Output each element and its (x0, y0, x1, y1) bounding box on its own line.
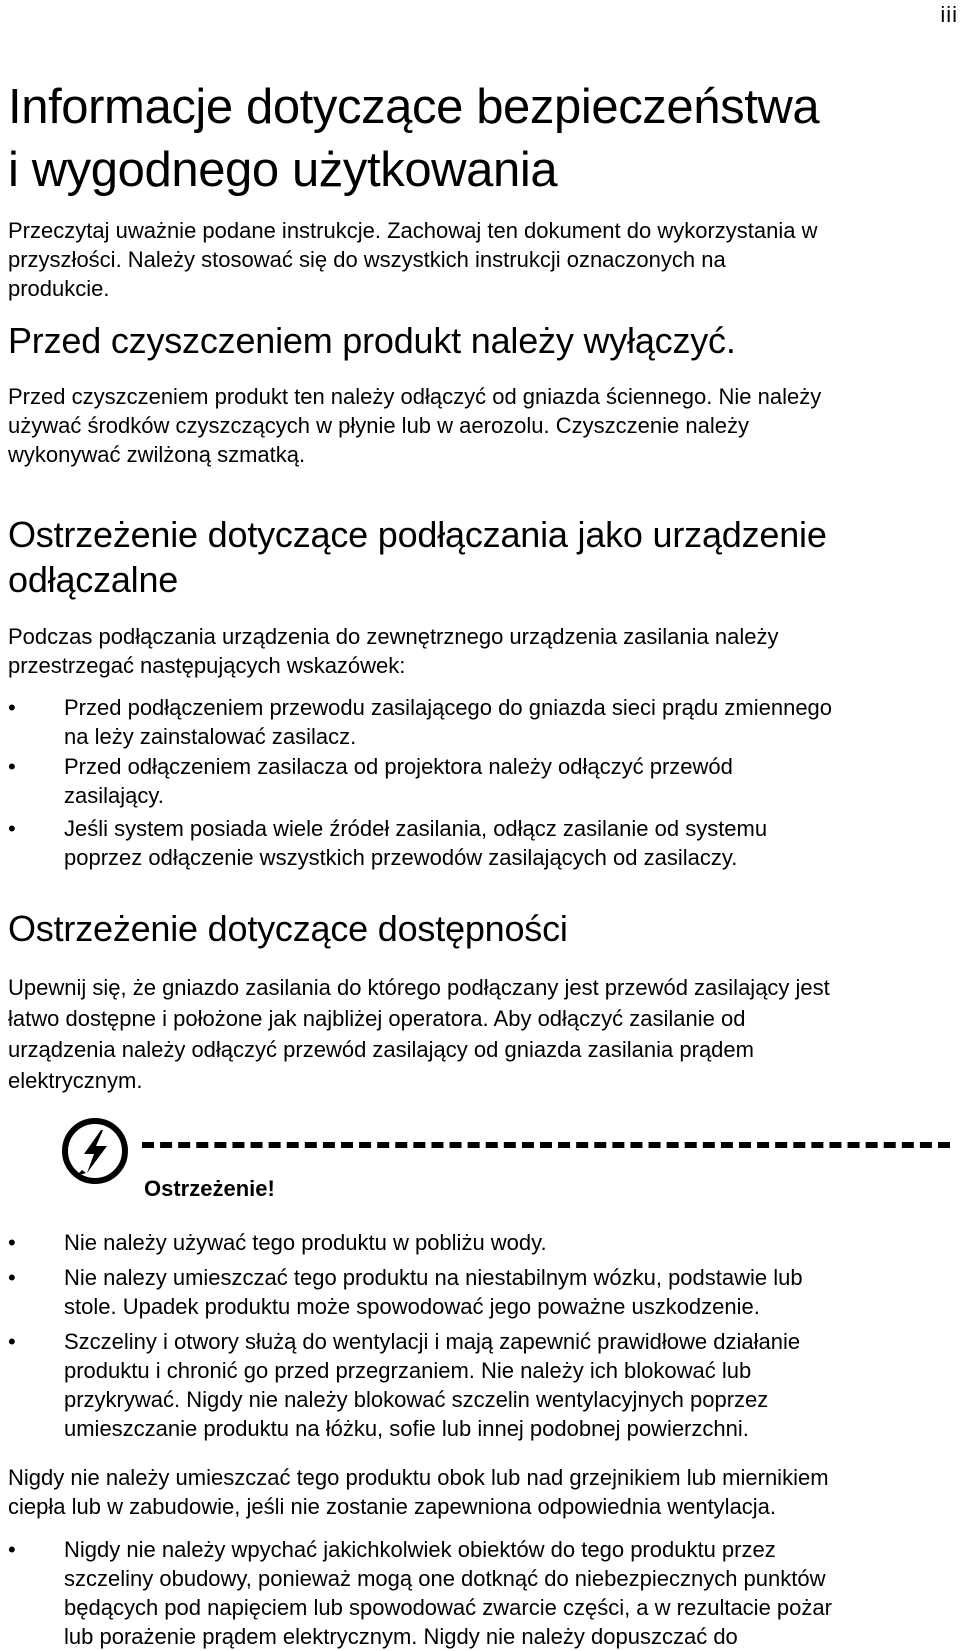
heading-line-1: Ostrzeżenie dotyczące podłączania jako urządzenie (8, 514, 827, 555)
disconnect-bullet-list (8, 693, 953, 872)
text-line: szczeliny obudowy, ponieważ mogą one dotknąć do niebezpiecznych punktów (64, 1566, 826, 1591)
page-number: iii (940, 2, 958, 27)
text-line: lub porażenie prądem elektrycznym. Nigdy nie należy dopuszczać do (64, 1624, 738, 1649)
text-line: ciepła lub w zabudowie, jeśli nie zostanie zapewniona odpowiednia wentylacja. (8, 1494, 777, 1519)
access-paragraph (8, 972, 953, 1096)
list-item (8, 752, 953, 810)
text-line: przyszłości. Należy stosować się do wszystkich instrukcji oznaczonych na (8, 247, 726, 272)
text-line: używać środków czyszczących w płynie lub w aerozolu. Czyszczenie należy (8, 413, 749, 438)
bullet-mark: • (8, 754, 16, 779)
text-line: Nigdy nie należy umieszczać tego produktu obok lub nad grzejnikiem lub miernikiem (8, 1465, 829, 1490)
text-line: stole. Upadek produktu może spowodować jego poważne uszkodzenie. (64, 1294, 760, 1319)
text-line: łatwo dostępne i położone jak najbliżej operatora. Aby odłączyć zasilanie od (8, 1006, 746, 1031)
section-heading-cleaning: Przed czyszczeniem produkt należy wyłączyć. (8, 320, 736, 361)
cleaning-paragraph (8, 382, 953, 469)
bullet-mark: • (8, 695, 16, 720)
disconnect-paragraph (8, 622, 953, 680)
page-title (8, 76, 948, 202)
list-item (8, 1263, 953, 1321)
bullet-mark: • (8, 1537, 16, 1562)
bullet-mark: • (8, 1230, 16, 1255)
warning-callout (62, 1118, 952, 1208)
dashed-divider (142, 1142, 950, 1148)
text-line: wykonywać zwilżoną szmatką. (8, 442, 306, 467)
list-item (8, 814, 953, 872)
text-line: Jeśli system posiada wiele źródeł zasilania, odłącz zasilanie od systemu (64, 816, 768, 841)
text-line: urządzenia należy odłączyć przewód zasilający od gniazda zasilania prądem (8, 1037, 754, 1062)
text-line: Szczeliny i otwory służą do wentylacji i mają zapewnić prawidłowe działanie (64, 1329, 801, 1354)
bullet-mark: • (8, 1265, 16, 1290)
heading-line-2: odłączalne (8, 559, 179, 600)
text-line: poprzez odłączenie wszystkich przewodów zasilających od zasilaczy. (64, 845, 738, 870)
lightning-warning-icon (62, 1118, 128, 1184)
text-line: umieszczanie produktu na łóżku, sofie lub innej podobnej powierzchni. (64, 1416, 749, 1441)
text-line: będących pod napięciem lub spowodować zwarcie części, a w rezultacie pożar (64, 1595, 832, 1620)
warning-bullet-list (8, 1228, 953, 1443)
bullet-mark: • (8, 816, 16, 841)
text-line: przykrywać. Nigdy nie należy blokować szczelin wentylacyjnych poprzez (64, 1387, 769, 1412)
section-heading-access: Ostrzeżenie dotyczące dostępności (8, 908, 568, 949)
text-line: Nie należy używać tego produktu w pobliżu wody. (64, 1230, 547, 1255)
text-line: Nigdy nie należy wpychać jakichkolwiek obiektów do tego produktu przez (64, 1537, 776, 1562)
list-item (8, 1228, 953, 1257)
section-heading-disconnect (8, 512, 953, 602)
text-line: przestrzegać następujących wskazówek: (8, 653, 406, 678)
list-item (8, 1327, 953, 1443)
text-line: na leży zainstalować zasilacz. (64, 724, 357, 749)
text-line: Podczas podłączania urządzenia do zewnętrznego urządzenia zasilania należy (8, 624, 779, 649)
text-line: Przed odłączeniem zasilacza od projektora należy odłączyć przewód (64, 754, 733, 779)
text-line: Przeczytaj uważnie podane instrukcje. Zachowaj ten dokument do wykorzystania w (8, 218, 818, 243)
final-bullet-list (8, 1535, 953, 1651)
heater-paragraph (8, 1463, 953, 1521)
list-item (8, 1535, 953, 1651)
text-line: Upewnij się, że gniazdo zasilania do którego podłączany jest przewód zasilający jest (8, 975, 830, 1000)
warning-label: Ostrzeżenie! (144, 1176, 275, 1201)
text-line: produkcie. (8, 276, 110, 301)
bullet-mark: • (8, 1329, 16, 1354)
text-line: Przed czyszczeniem produkt ten należy odłączyć od gniazda ściennego. Nie należy (8, 384, 822, 409)
text-line: Nie nalezy umieszczać tego produktu na niestabilnym wózku, podstawie lub (64, 1265, 803, 1290)
intro-paragraph (8, 216, 953, 303)
title-line-1: Informacje dotyczące bezpieczeństwa (8, 80, 820, 134)
text-line: produktu i chronić go przed przegrzaniem. Nie należy ich blokować lub (64, 1358, 752, 1383)
title-line-2: i wygodnego użytkowania (8, 143, 558, 197)
text-line: Przed podłączeniem przewodu zasilającego do gniazda sieci prądu zmiennego (64, 695, 833, 720)
text-line: zasilający. (64, 783, 164, 808)
list-item (8, 693, 953, 751)
text-line: elektrycznym. (8, 1068, 143, 1093)
